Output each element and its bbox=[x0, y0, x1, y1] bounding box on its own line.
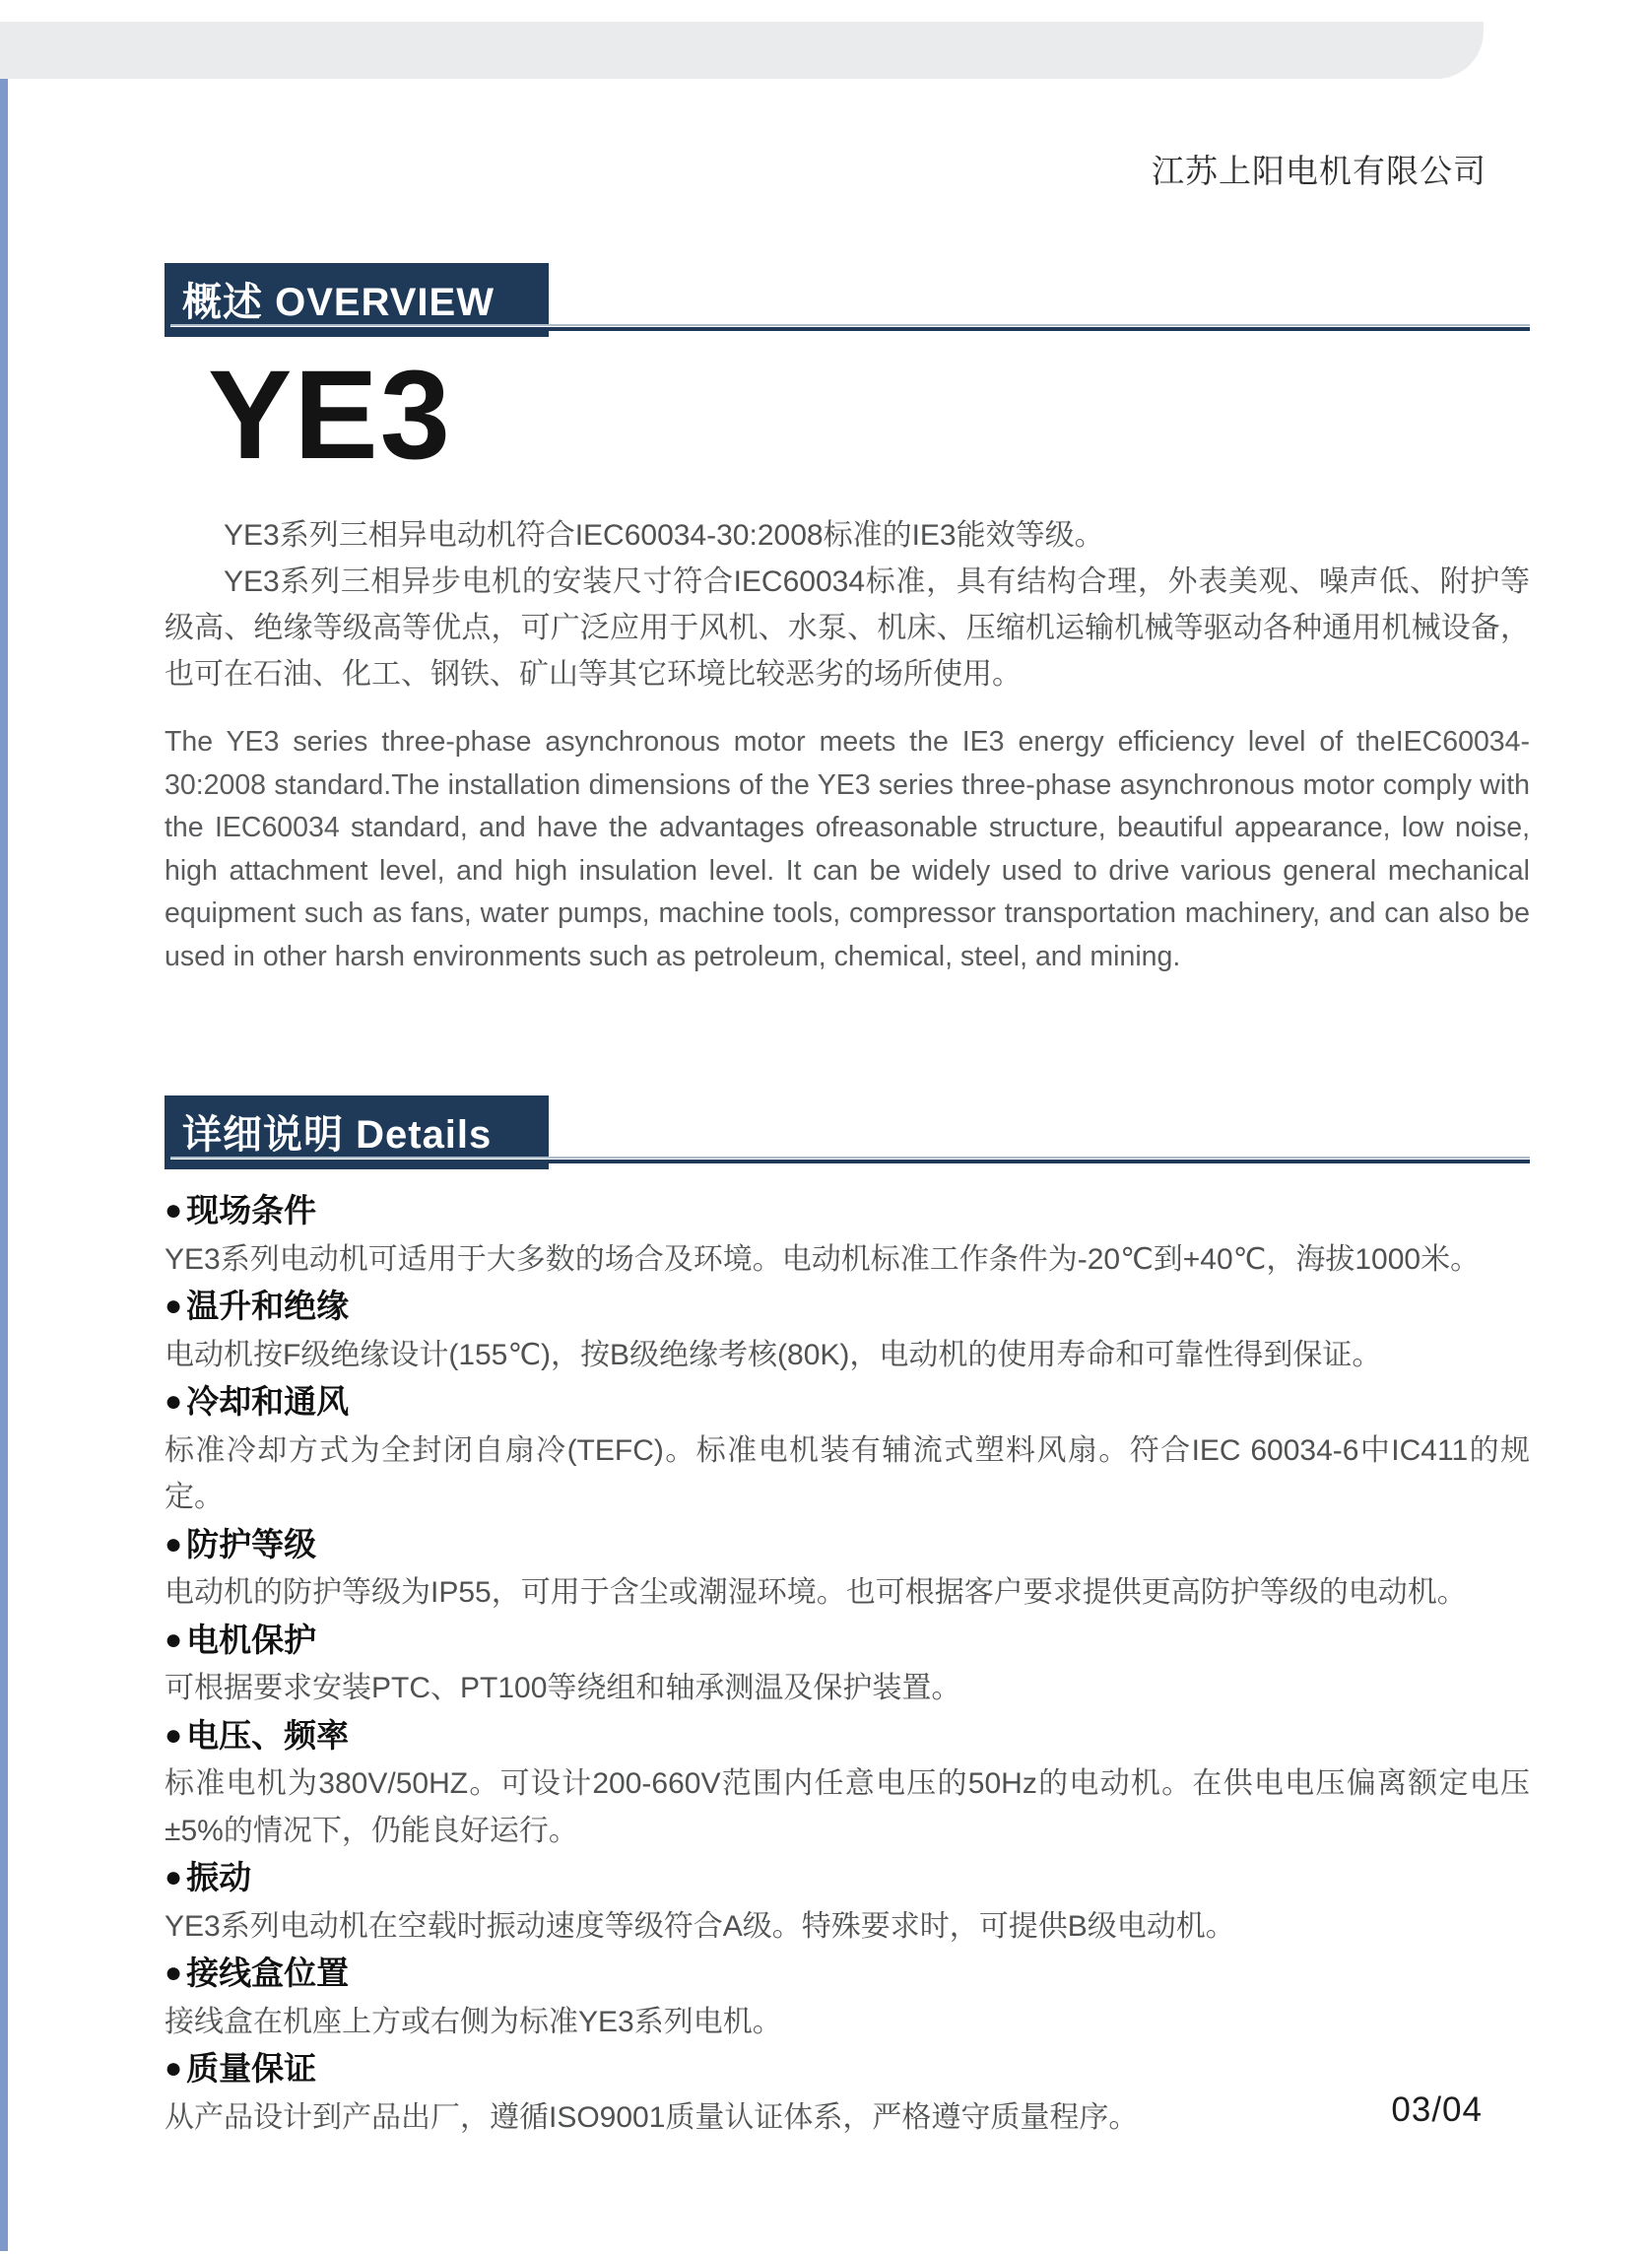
company-name: 江苏上阳电机有限公司 bbox=[1152, 153, 1487, 189]
detail-section-terminal-box bbox=[165, 1950, 1530, 2045]
bullet-icon: ● bbox=[165, 1957, 183, 1989]
section-title bbox=[165, 1712, 1530, 1761]
intro-chinese bbox=[165, 512, 1530, 697]
section-title-text: 电压、频率 bbox=[186, 1716, 350, 1754]
section-title bbox=[165, 2045, 1530, 2094]
product-title: YE3 bbox=[208, 345, 452, 486]
section-body: YE3系列电动机可适用于大多数的场合及环境。电动机标准工作条件为-20℃到+40℃，海拔1000米。 bbox=[165, 1242, 1481, 1276]
section-body: 电动机按F级绝缘设计(155℃)，按B级绝缘考核(80K)，电动机的使用寿命和可靠性得到保证。 bbox=[165, 1338, 1382, 1371]
section-body: 从产品设计到产品出厂，遵循ISO9001质量认证体系，严格遵守质量程序。 bbox=[165, 2100, 1139, 2134]
section-title bbox=[165, 1378, 1530, 1427]
overview-heading-label: 概述 OVERVIEW bbox=[182, 281, 495, 324]
detail-sections bbox=[165, 1187, 1530, 2141]
intro-paragraph-zh-2: YE3系列三相异步电机的安装尺寸符合IEC60034标准，具有结构合理，外表美观、噪声低、附护等级高、绝缘等级高等优点，可广泛应用于风机、水泵、机床、压缩机运输机械等驱动各种通用机械设备，也可在石油、化工、钢铁、矿山等其它环境比较恶劣的场所使用。 bbox=[165, 565, 1530, 691]
section-body: 电动机的防护等级为IP55，可用于含尘或潮湿环境。也可根据客户要求提供更高防护等级的电动机。 bbox=[165, 1576, 1467, 1609]
rule-navy-line bbox=[170, 327, 1530, 331]
bullet-icon: ● bbox=[165, 1194, 183, 1227]
section-body: 接线盒在机座上方或右侧为标准YE3系列电机。 bbox=[165, 2005, 782, 2038]
page-content bbox=[165, 0, 1530, 2255]
details-heading-label: 详细说明 Details bbox=[182, 1113, 493, 1157]
section-body: 标准冷却方式为全封闭自扇冷(TEFC)。标准电机装有辅流式塑料风扇。符合IEC 60034-6中IC411的规定。 bbox=[165, 1433, 1530, 1513]
detail-section-motor-protection bbox=[165, 1617, 1530, 1712]
section-title-text: 冷却和通风 bbox=[186, 1383, 350, 1420]
detail-section-vibration bbox=[165, 1854, 1530, 1950]
section-body: 标准电机为380V/50HZ。可设计200-660V范围内任意电压的50Hz的电动机。在供电电压偏离额定电压±5%的情况下，仍能良好运行。 bbox=[165, 1767, 1530, 1847]
section-title bbox=[165, 1521, 1530, 1570]
bullet-icon: ● bbox=[165, 1527, 183, 1560]
detail-section-temp-insulation bbox=[165, 1283, 1530, 1378]
section-title bbox=[165, 1950, 1530, 1999]
bullet-icon: ● bbox=[165, 2052, 183, 2085]
intro-paragraph-en: The YE3 series three-phase asynchronous motor meets the IE3 energy efficiency level of theIEC60034-30:2008 standard.The installation dimensions of the YE3 series three-phase asynchronous motor comply with the IEC60034 standard, and have the advantages ofreasonable structure, beautiful appearance, low noise, high attachment level, and high insulation level. It can be widely used to drive various general mechanical equipment such as fans, water pumps, machine tools, compressor transportation machinery, and can also be used in other harsh environments such as petroleum, chemical, steel, and mining. bbox=[165, 726, 1530, 972]
bullet-icon: ● bbox=[165, 1623, 183, 1656]
detail-section-quality bbox=[165, 2045, 1530, 2141]
section-title-text: 防护等级 bbox=[186, 1525, 317, 1562]
intro-paragraph-zh-1: YE3系列三相异电动机符合IEC60034-30:2008标准的IE3能效等级。 bbox=[224, 519, 1104, 552]
section-title-text: 电机保护 bbox=[186, 1621, 317, 1658]
section-title bbox=[165, 1854, 1530, 1903]
section-title-text: 温升和绝缘 bbox=[186, 1288, 350, 1324]
section-title bbox=[165, 1283, 1530, 1332]
bullet-icon: ● bbox=[165, 1290, 183, 1322]
detail-section-protection-grade bbox=[165, 1521, 1530, 1617]
bullet-icon: ● bbox=[165, 1718, 183, 1752]
section-title-text: 现场条件 bbox=[186, 1192, 317, 1228]
detail-section-cooling bbox=[165, 1378, 1530, 1521]
left-accent-line bbox=[0, 79, 8, 2251]
section-body: 可根据要求安装PTC、PT100等绕组和轴承测温及保护装置。 bbox=[165, 1672, 961, 1704]
section-title-text: 接线盒位置 bbox=[186, 1955, 350, 1991]
section-body: YE3系列电动机在空载时振动速度等级符合A级。特殊要求时，可提供B级电动机。 bbox=[165, 1909, 1235, 1943]
section-title bbox=[165, 1187, 1530, 1236]
detail-section-voltage-frequency bbox=[165, 1712, 1530, 1855]
section-title bbox=[165, 1617, 1530, 1666]
bullet-icon: ● bbox=[165, 1861, 183, 1893]
rule-navy-line bbox=[170, 1160, 1530, 1163]
bullet-icon: ● bbox=[165, 1385, 183, 1418]
overview-heading-rule bbox=[170, 324, 1530, 331]
details-heading-rule bbox=[170, 1157, 1530, 1163]
section-title-text: 质量保证 bbox=[186, 2050, 317, 2087]
section-title-text: 振动 bbox=[186, 1859, 252, 1895]
page-number: 03/04 bbox=[1391, 2090, 1483, 2129]
detail-section-site-conditions bbox=[165, 1187, 1530, 1283]
